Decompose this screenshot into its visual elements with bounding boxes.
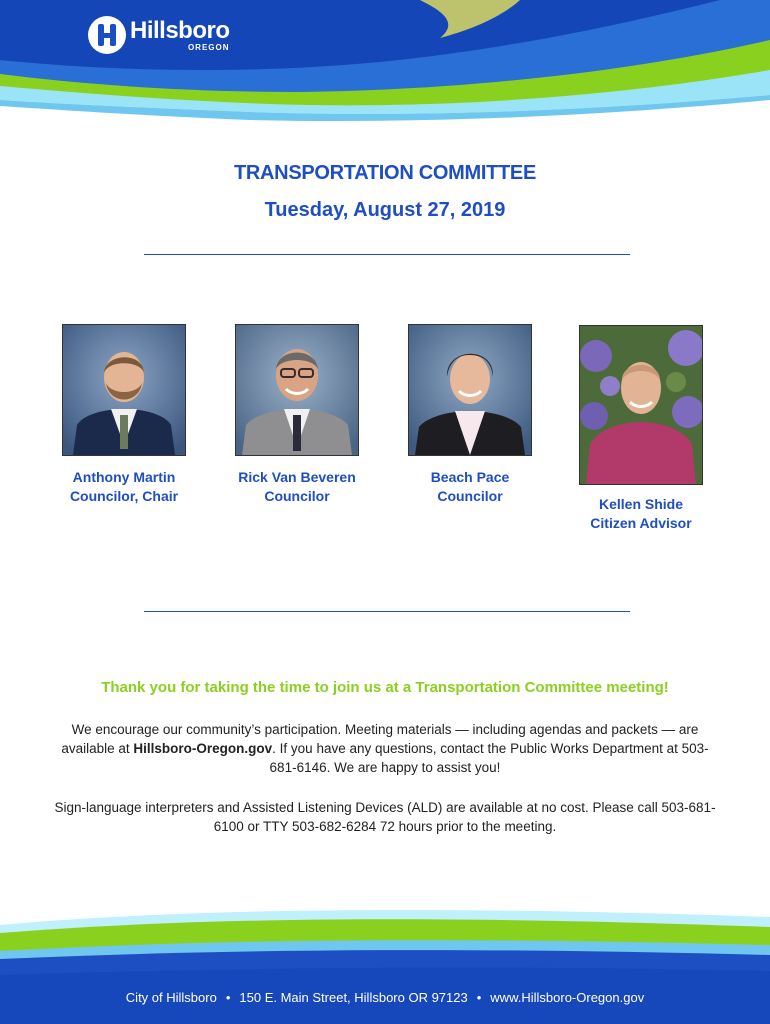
logo-name: Hillsboro (130, 16, 230, 44)
member-photo (579, 325, 703, 485)
hillsboro-logo[interactable] (88, 16, 230, 54)
member-role: Councilor (437, 488, 503, 504)
member-name: Kellen Shide (598, 496, 684, 512)
member-role: Citizen Advisor (590, 515, 692, 531)
member-name: Beach Pace (430, 469, 510, 485)
member-role: Councilor (264, 488, 330, 504)
website-link[interactable]: Hillsboro-Oregon.gov (133, 741, 273, 756)
footer-wave-banner (0, 905, 770, 1024)
hillsboro-h-icon (88, 16, 126, 54)
footer-website-link[interactable]: www.Hillsboro-Oregon.gov (490, 990, 645, 1005)
divider-top (144, 254, 630, 255)
member-photo (62, 324, 186, 456)
meeting-date: Tuesday, August 27, 2019 (264, 199, 506, 221)
portrait-image (63, 325, 185, 455)
footer-separator: • (476, 990, 482, 1005)
portrait-image (580, 326, 702, 484)
thank-you-message: Thank you for taking the time to join us at a Transportation Committee meeting! (101, 679, 669, 696)
portrait-image (236, 325, 358, 455)
page-title: TRANSPORTATION COMMITTEE (233, 162, 537, 184)
footer-address: 150 E. Main Street, Hillsboro OR 97123 (239, 990, 468, 1005)
member-card-1 (39, 324, 209, 506)
participation-paragraph (50, 720, 720, 777)
accessibility-paragraph: Sign-language interpreters and Assisted Listening Devices (ALD) are available at no cost. Please call 503-681-6100 or TTY 503-682-6284 72 hours prior to the meeting. (54, 800, 716, 834)
footer-contact-line (0, 990, 770, 1005)
member-photo (408, 324, 532, 456)
contact-text: . If you have any questions, contact the Public Works Department at 503-681-6146. We are happy to assist you! (269, 741, 709, 775)
member-name: Anthony Martin (72, 469, 176, 485)
footer-org: City of Hillsboro (125, 990, 217, 1005)
divider-bottom (144, 611, 630, 612)
participation-text: We encourage our community’s participation. Meeting materials — including agendas and packets — are available at (61, 722, 699, 756)
member-photo (235, 324, 359, 456)
logo-subtitle: OREGON (187, 42, 230, 52)
member-name: Rick Van Beveren (238, 469, 356, 485)
portrait-image (409, 325, 531, 455)
member-role: Councilor, Chair (69, 488, 179, 504)
member-card-3 (385, 324, 555, 506)
member-card-4 (556, 325, 726, 533)
footer-separator: • (225, 990, 231, 1005)
member-card-2 (212, 324, 382, 506)
